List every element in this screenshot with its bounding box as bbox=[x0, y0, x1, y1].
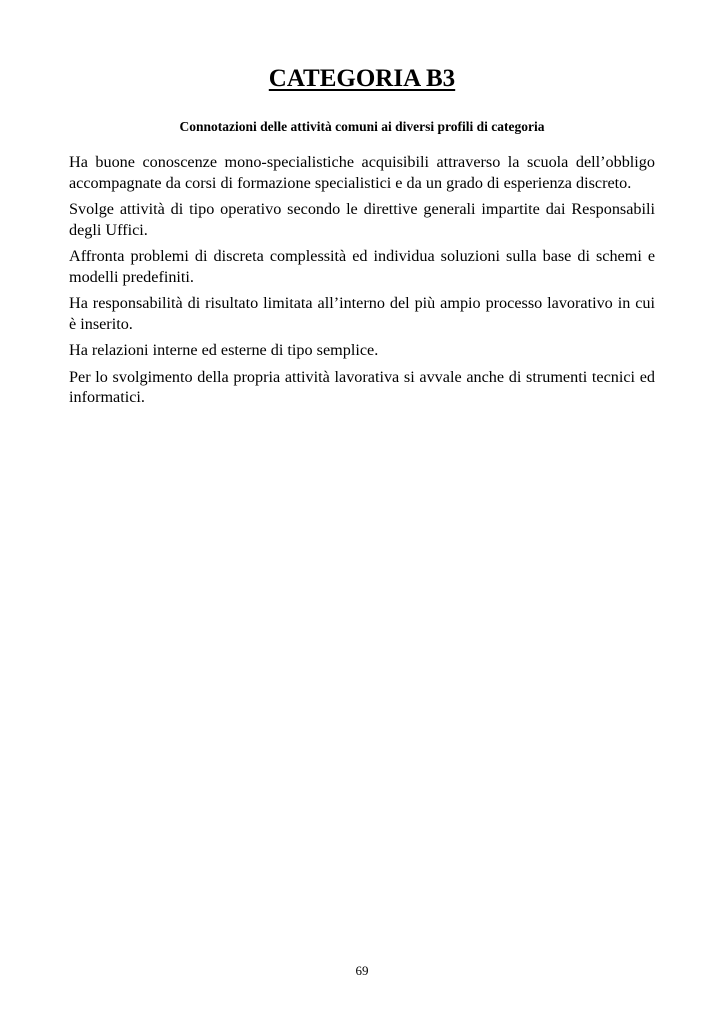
page-title: CATEGORIA B3 bbox=[268, 65, 456, 92]
paragraph-activities: Svolge attività di tipo operativo secondo le direttive generali impartite dai Responsabili degli Uffici. bbox=[69, 200, 655, 239]
page-number: 69 bbox=[355, 963, 369, 978]
page-subtitle: Connotazioni delle attività comuni ai diversi profili di categoria bbox=[179, 119, 545, 134]
paragraph-tools: Per lo svolgimento della propria attività lavorativa si avvale anche di strumenti tecnici ed informatici. bbox=[69, 367, 655, 406]
paragraph-knowledge: Ha buone conoscenze mono-specialistiche acquisibili attraverso la scuola dell’obbligo accompagnate da corsi di formazione specialistici e da un grado di esperienza discreto. bbox=[69, 153, 655, 192]
body-text bbox=[69, 152, 655, 414]
paragraph-relations: Ha relazioni interne ed esterne di tipo semplice. bbox=[69, 341, 379, 359]
paragraph-problems: Affronta problemi di discreta complessità ed individua soluzioni sulla base di schemi e modelli predefiniti. bbox=[69, 247, 655, 286]
paragraph-responsibility: Ha responsabilità di risultato limitata all’interno del più ampio processo lavorativo in cui è inserito. bbox=[69, 294, 655, 333]
